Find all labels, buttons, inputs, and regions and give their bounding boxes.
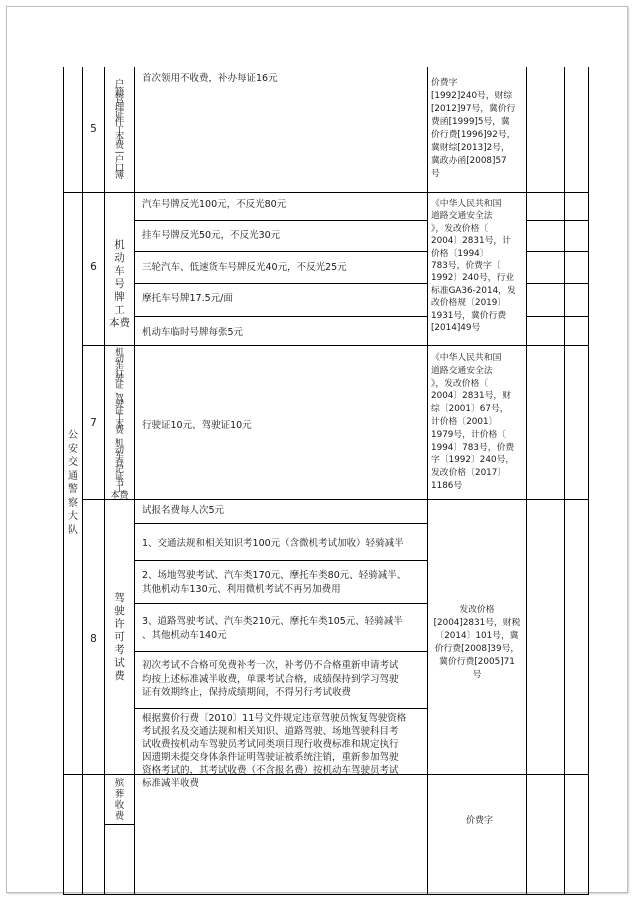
row5-number-cell xyxy=(83,67,105,193)
row7-item-1: 行驶证10元、驾驶证10元 xyxy=(142,420,252,431)
row9-blank-a xyxy=(527,775,565,895)
row6-name-cell xyxy=(105,193,135,346)
row6-item-2: 挂车号牌反光50元，不反光30元 xyxy=(142,230,281,241)
row8-item-cell-1 xyxy=(135,500,428,524)
row9-basis-cell xyxy=(428,775,527,895)
row7-blank-a xyxy=(527,346,565,500)
row7-number: 7 xyxy=(90,417,97,429)
row5-number: 5 xyxy=(90,123,97,135)
row8-blank-b xyxy=(565,500,589,775)
row8-item-cell-3 xyxy=(135,561,428,604)
row8-fee-name: 驾 驶 许 可 考 试 费 xyxy=(114,592,125,682)
department-cell xyxy=(63,193,83,775)
row5-item-1: 首次领用不收费，补办每证16元 xyxy=(142,73,278,84)
row8-basis-cell xyxy=(428,500,527,775)
row9-number-cell xyxy=(83,775,105,895)
row8-number-cell xyxy=(83,500,105,775)
row8-blank-a xyxy=(527,500,565,775)
row5-fee-name: 户 籍 管 理 证 件 工 本 费 — 户 口 簿 xyxy=(114,79,125,182)
row8-item-cell-2 xyxy=(135,524,428,561)
row6-blank-a2 xyxy=(527,221,565,252)
row8-item-5: 初次考试不合格可免费补考一次，补考仍不合格重新申请考试 均按上述标准减半收费，单课考试合格，成绩保持到学习驾驶 证有效期终止，保持成绩期间，不得另行考试收费 xyxy=(142,660,399,698)
row6-item-3: 三轮汽车、低速货车号牌反光40元，不反光25元 xyxy=(142,262,347,273)
row6-fee-name: 机 动 车 号 牌 工 本费 xyxy=(109,239,130,329)
row8-name-cell xyxy=(105,500,135,775)
row7-item-cell xyxy=(135,346,428,500)
row6-blank-b2 xyxy=(565,221,589,252)
row5-policy-basis: 价费字 [1992]240号，财综 [2012]97号，冀价行 费函[1999]5号，冀 价行费[1996]92号， 冀财综[2013]2号， 冀政办函[2008]57 号 xyxy=(431,78,516,179)
row6-item-5: 机动车临时号牌每张5元 xyxy=(142,327,244,338)
row6-basis-cell xyxy=(428,193,527,346)
fee-schedule-page xyxy=(6,6,628,893)
row8-number: 8 xyxy=(90,633,97,645)
row7-fee-name: 机 动 车 行 驶 证 、 驾 驶 证 工 本 费 、 机 动 车 登 记 证 书 工 本费 xyxy=(110,348,129,501)
row9-name-cell-lower xyxy=(105,825,135,895)
row6-number: 6 xyxy=(90,261,97,273)
row5-blank-b xyxy=(565,67,589,193)
row6-blank-a5 xyxy=(527,317,565,346)
row6-item-4: 摩托车号牌17.5元/面 xyxy=(142,293,233,304)
row6-number-cell xyxy=(83,193,105,346)
row7-policy-basis: 《中华人民共和国 道路交通安全法 》，发改价格〔 2004〕2831号，财 综〔2001〕67号， 计价格〔2001〕 1979号，计价格〔 1994〕783号，价费 字〔1992〕240号， 发改价格〔2017〕 1186号 xyxy=(431,353,515,491)
row6-blank-a1 xyxy=(527,193,565,221)
row5-dept-cell xyxy=(63,67,83,193)
row9-name-cell xyxy=(105,775,135,825)
row9-policy-basis: 价费字 xyxy=(466,816,494,826)
row7-name-cell xyxy=(105,346,135,500)
row6-policy-basis: 《中华人民共和国 道路交通安全法 》，发改价格〔 2004〕2831号，计 价格〔1994〕 783号，价费字〔 1992〕240号，行业 标准GA36-2014，发 改价格规〔2019〕 1931号，冀价行费 [2014]49号 xyxy=(431,199,516,334)
row5-item-cell xyxy=(135,67,428,193)
row6-blank-a3 xyxy=(527,252,565,284)
row8-item-1: 试报名费每人次5元 xyxy=(142,505,225,516)
row6-blank-b3 xyxy=(565,252,589,284)
department-name: 公 安 交 通 警 察 大 队 xyxy=(68,430,78,536)
row6-blank-b4 xyxy=(565,284,589,317)
row6-item-cell-3 xyxy=(135,252,428,284)
row5-blank-a xyxy=(527,67,565,193)
row7-number-cell xyxy=(83,346,105,500)
row6-blank-b5 xyxy=(565,317,589,346)
row9-dept-cell xyxy=(63,775,83,895)
row5-name-cell xyxy=(105,67,135,193)
row8-item-6: 根据冀价行费〔2010〕11号文件规定违章驾驶员恢复驾驶资格 考试报名及交通法规和相关知识、道路驾驶、场地驾驶科目考 试收费按机动车驾驶员考试同类项目现行收费标准和规定执行 因遗期未提交身体条件证明驾驶证被系统注销，重新参加驾驶 资格考试的，其考试收费（不含报名费）按机动车驾驶员考试 标准减半收费 xyxy=(142,713,407,789)
row8-item-2: 1、交通法规和相关知识考100元（含微机考试加收）轻骑减半 xyxy=(142,538,404,549)
row8-item-4: 3、道路驾驶考试、汽车类210元、摩托车类105元、轻骑减半 、其他机动车140元 xyxy=(142,616,403,641)
row6-item-cell-4 xyxy=(135,284,428,317)
row6-item-1: 汽车号牌反光100元，不反光80元 xyxy=(142,199,287,210)
row6-blank-a4 xyxy=(527,284,565,317)
row5-basis-cell xyxy=(428,67,527,193)
row8-policy-basis: 发改价格 [2004]2831号，财税 〔2014〕101号，冀 价行费[2008]39号， 冀价行费[2005]71 号 xyxy=(433,605,521,680)
row9-fee-name: 殡 葬 收 费 xyxy=(114,778,125,822)
row6-item-cell-1 xyxy=(135,193,428,221)
row9-item-cell xyxy=(135,775,428,895)
row6-item-cell-2 xyxy=(135,221,428,252)
row9-blank-b xyxy=(565,775,589,895)
row8-item-cell-6 xyxy=(135,709,428,789)
row8-item-cell-4 xyxy=(135,604,428,652)
row6-blank-b1 xyxy=(565,193,589,221)
row7-basis-cell xyxy=(428,346,527,500)
row6-item-cell-5 xyxy=(135,317,428,346)
row7-blank-b xyxy=(565,346,589,500)
row8-item-3: 2、场地驾驶考试、汽车类170元、摩托车类80元、轻骑减半、 其他机动车130元、利用微机考试不再另加费用 xyxy=(142,570,407,595)
row8-item-cell-5 xyxy=(135,652,428,709)
